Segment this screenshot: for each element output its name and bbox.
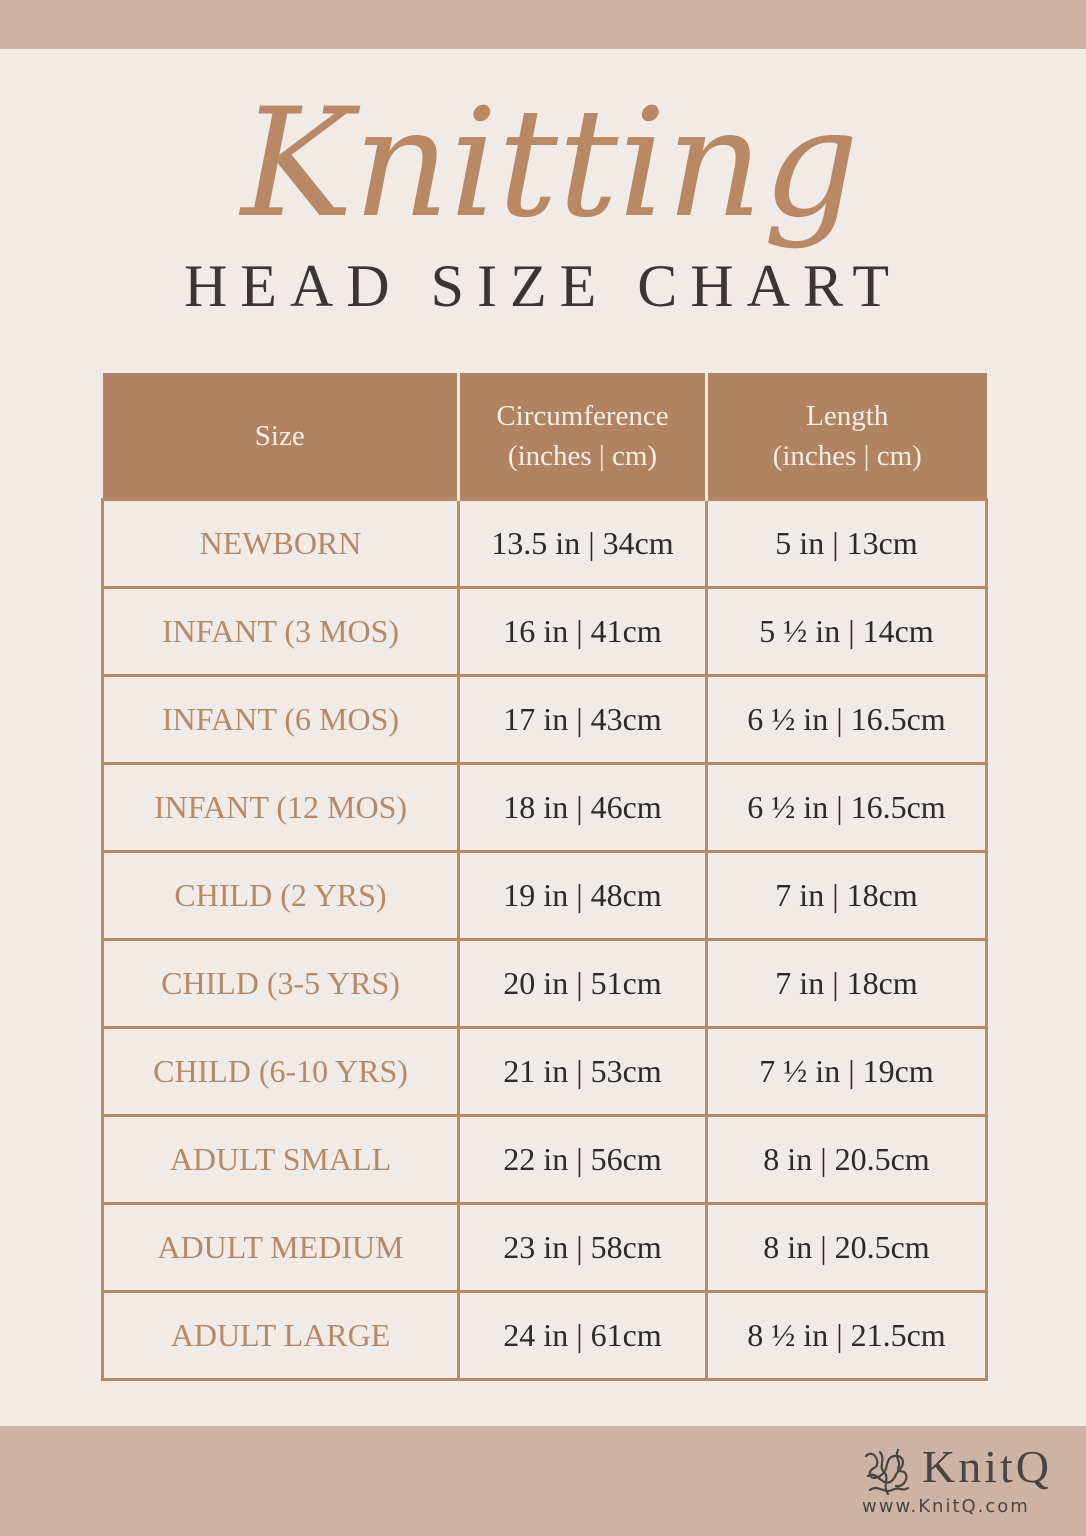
header-circumference — [459, 373, 707, 500]
header-length-line1: Length — [806, 399, 889, 432]
circumference-cell: 17 in | 43cm — [459, 676, 707, 764]
length-cell: 7 in | 18cm — [707, 852, 987, 940]
brand-footer — [858, 1440, 1068, 1530]
table-row — [103, 676, 987, 764]
circumference-cell: 23 in | 58cm — [459, 1204, 707, 1292]
size-cell: ADULT SMALL — [103, 1116, 459, 1204]
circumference-cell: 16 in | 41cm — [459, 588, 707, 676]
circumference-cell: 24 in | 61cm — [459, 1292, 707, 1380]
length-cell: 8 in | 20.5cm — [707, 1116, 987, 1204]
header-circumference-line2: (inches | cm) — [507, 439, 658, 472]
brand-url[interactable]: www.KnitQ.com — [862, 1496, 1030, 1517]
yarn-knot-icon — [860, 1446, 912, 1498]
size-cell: INFANT (6 MOS) — [103, 676, 459, 764]
length-cell: 5 in | 13cm — [707, 500, 987, 588]
circumference-cell: 18 in | 46cm — [459, 764, 707, 852]
table-row — [103, 1204, 987, 1292]
circumference-cell: 20 in | 51cm — [459, 940, 707, 1028]
header-length — [707, 373, 987, 500]
length-cell: 8 in | 20.5cm — [707, 1204, 987, 1292]
length-cell: 8 ½ in | 21.5cm — [707, 1292, 987, 1380]
circumference-cell: 22 in | 56cm — [459, 1116, 707, 1204]
table-row — [103, 500, 987, 588]
table-row — [103, 1116, 987, 1204]
page-title: HEAD SIZE CHART — [183, 253, 903, 319]
size-cell: INFANT (12 MOS) — [103, 764, 459, 852]
length-cell: 5 ½ in | 14cm — [707, 588, 987, 676]
table-row — [103, 1028, 987, 1116]
table-header-row — [103, 373, 987, 500]
header-circumference-line1: Circumference — [496, 399, 669, 432]
size-cell: ADULT MEDIUM — [103, 1204, 459, 1292]
table-row — [103, 764, 987, 852]
length-cell: 6 ½ in | 16.5cm — [707, 764, 987, 852]
length-cell: 7 ½ in | 19cm — [707, 1028, 987, 1116]
table-row — [103, 588, 987, 676]
table-row — [103, 852, 987, 940]
brand-name: KnitQ — [922, 1441, 1052, 1492]
length-cell: 6 ½ in | 16.5cm — [707, 676, 987, 764]
table-row — [103, 940, 987, 1028]
table-row — [103, 1292, 987, 1380]
length-cell: 7 in | 18cm — [707, 940, 987, 1028]
circumference-cell: 21 in | 53cm — [459, 1028, 707, 1116]
size-cell: CHILD (2 YRS) — [103, 852, 459, 940]
circumference-cell: 13.5 in | 34cm — [459, 500, 707, 588]
size-cell: CHILD (3-5 YRS) — [103, 940, 459, 1028]
circumference-cell: 19 in | 48cm — [459, 852, 707, 940]
size-cell: ADULT LARGE — [103, 1292, 459, 1380]
header-size: Size — [103, 373, 459, 500]
script-title-text: Knitting — [241, 77, 859, 251]
size-cell: INFANT (3 MOS) — [103, 588, 459, 676]
size-chart-table — [101, 373, 988, 1381]
size-cell: CHILD (6-10 YRS) — [103, 1028, 459, 1116]
header-length-line2: (inches | cm) — [772, 439, 922, 472]
size-cell: NEWBORN — [103, 500, 459, 588]
script-title — [241, 40, 859, 270]
